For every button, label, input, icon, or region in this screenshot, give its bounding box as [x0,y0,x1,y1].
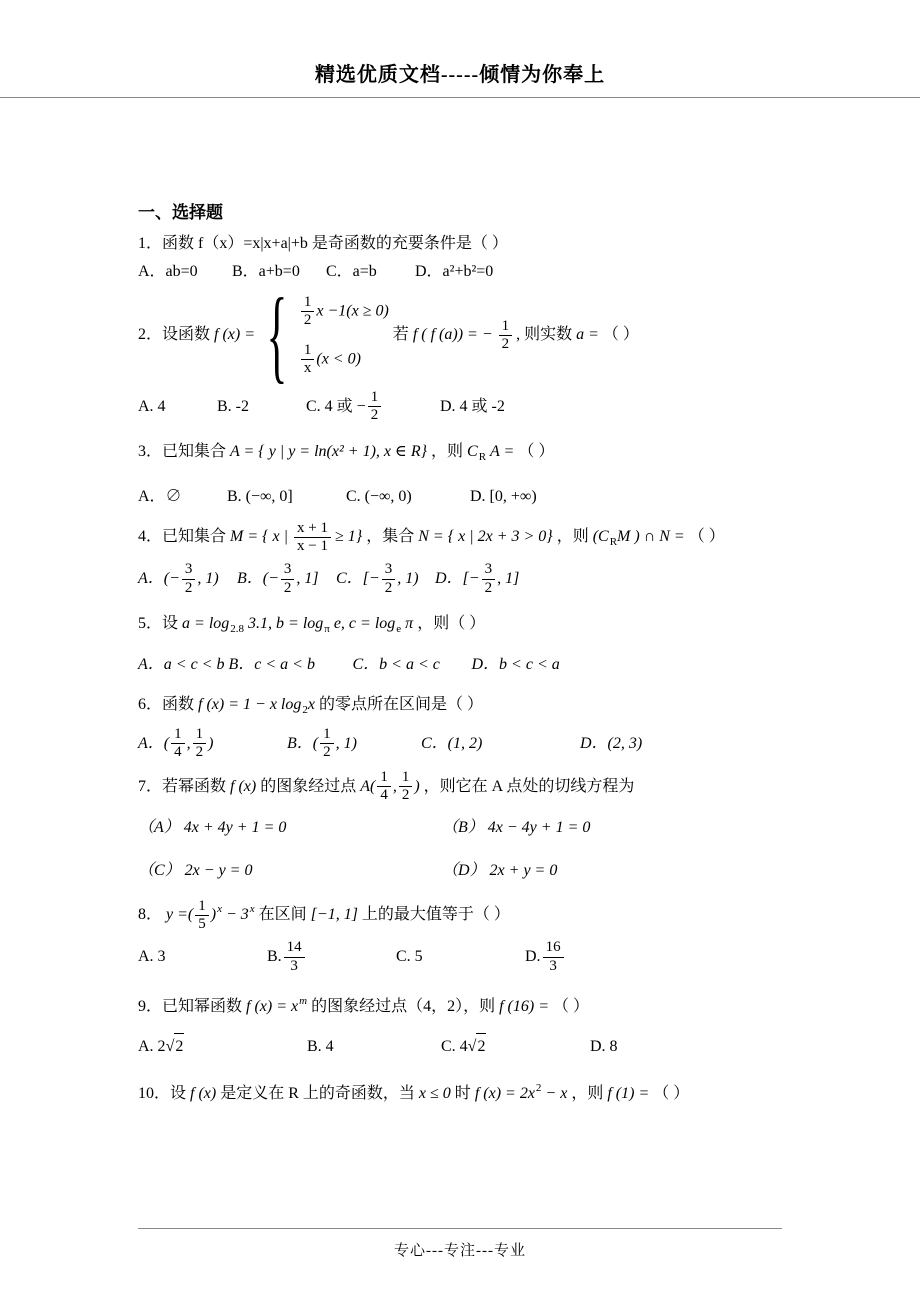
fraction-numerator: 1 [368,389,382,407]
math-run: f (x) [230,777,257,795]
question-4-stem [138,520,782,556]
subscript: 2.8 [230,622,245,635]
math-run: f ( f (a)) = − [412,326,493,344]
question-3 [138,439,782,510]
fraction-denominator: 2 [303,312,312,329]
math-run: − 3 [225,906,249,924]
option-b: B．c < a < b [228,656,315,674]
question-text: 6．函数 [138,696,195,714]
fraction-denominator: 2 [384,579,393,596]
fraction [195,898,209,934]
math-run: x −1(x ≥ 0) [316,302,389,320]
math-run: y =( [166,906,194,924]
option-text: , 1) [335,734,357,752]
option-text: , 1) [197,570,219,588]
subscript: e [396,622,402,635]
question-8-stem [138,898,782,934]
fraction [301,294,315,330]
fraction [382,561,396,597]
option-c: C．(1, 2) [421,734,483,752]
math-run: f (x) = x [246,997,299,1015]
sqrt-argument: 2 [174,1033,184,1060]
option-text: B. [267,948,282,966]
question-text: 若 [392,326,409,344]
sqrt-icon: √ [467,1037,477,1055]
header [0,0,920,98]
piecewise-case-2 [299,342,389,378]
fraction [171,726,185,762]
superscript: m [299,994,308,1007]
option-c [336,561,431,597]
question-text: ，则它在 A 点处的切线方程为 [423,777,635,795]
option-text: D．[− [435,570,480,588]
fraction-denominator: 2 [401,787,410,804]
fraction [368,389,382,425]
answer-blank: ，则（ ） [417,614,486,632]
question-10 [138,1080,782,1107]
fraction [320,726,334,762]
question-text: 2．设函数 [138,326,211,344]
question-3-stem [138,439,782,467]
option-c: C．a=b [326,262,377,280]
math-run: − x [545,1085,568,1103]
exam-body [0,198,920,1107]
fraction [482,561,496,597]
question-text: 时 [454,1085,471,1103]
fraction-numerator: 1 [171,726,185,744]
option-b [237,561,332,597]
math-run: N = { x | 2x + 3 > 0} [418,528,553,546]
subscript: R [478,450,487,463]
option-d: D. [0, +∞) [470,488,537,506]
question-text: 10．设 [138,1085,187,1103]
option-a: A．ab=0 [138,262,198,280]
fraction-numerator: 3 [482,561,496,579]
option-a [138,1033,303,1060]
fraction-numerator: 1 [195,898,209,916]
question-text: 的零点所在区间是（ ） [318,696,483,714]
fraction-numerator: 1 [320,726,334,744]
math-run: x ≤ 0 [418,1085,451,1103]
answer-blank: （ ） [553,997,590,1015]
fraction [193,726,207,762]
question-7 [138,769,782,884]
question-5 [138,611,782,678]
sqrt-icon: √ [165,1037,175,1055]
option-d: D．(2, 3) [580,734,643,752]
option-a [138,726,283,762]
question-9-options [138,1033,782,1060]
fraction-numerator: x + 1 [294,520,331,538]
fraction [182,561,196,597]
math-run [474,1082,568,1103]
math-run [246,994,308,1015]
sqrt-argument: 2 [476,1033,486,1060]
question-text: 在区间 [258,906,307,924]
math-run: a = [576,326,599,344]
fraction-denominator: 3 [290,957,298,974]
answer-blank: （ ） [518,442,555,460]
question-6-options [138,726,782,762]
question-5-stem [138,611,782,639]
footer [138,1228,782,1260]
option-d [525,939,566,975]
fraction-numerator: 16 [543,939,564,957]
option-text: C. 4 或 − [306,398,366,416]
option-d: D. 8 [590,1037,618,1055]
math-run [166,897,255,933]
fraction-denominator: 4 [174,743,182,760]
option-a: A．∅ [138,488,182,506]
fraction [284,939,305,975]
fraction [281,561,295,597]
question-9 [138,993,782,1060]
answer-blank: （ ） [653,1085,690,1103]
option-text: , 1] [497,570,520,588]
math-run: π [405,614,414,632]
option-d: D．b < c < a [471,656,560,674]
math-run [182,614,414,635]
question-text: ，则 [556,528,589,546]
fraction [499,318,513,354]
fraction [399,769,413,805]
math-run [198,696,315,717]
answer-blank: （ ） [602,326,639,344]
superscript: x [249,903,255,916]
fraction-numerator: 3 [382,561,396,579]
math-run: f (1) = [607,1085,650,1103]
fraction-numerator: 1 [301,294,315,312]
question-7-stem [138,769,782,805]
question-3-options [138,484,782,510]
question-text: 是定义在 R 上的奇函数，当 [220,1085,415,1103]
math-run: (x < 0) [316,350,361,368]
option-d: D. 4 或 -2 [440,398,505,416]
question-4 [138,520,782,597]
fraction-numerator: 3 [182,561,196,579]
option-text: D. [525,948,541,966]
math-run [360,769,420,804]
question-text: 8． [138,906,163,924]
fraction-denominator: 2 [184,579,193,596]
math-run: f (x) = 1 − x log [198,696,302,714]
math-run: M ) ∩ N = [617,528,685,546]
question-text: 1．函数 f（x）=x|x+a|+b 是奇函数的充要条件是（ ） [138,235,508,252]
header-rule [0,97,920,98]
fraction-numerator: 1 [499,318,513,336]
fraction-denominator: 2 [501,336,510,353]
option-text: C. 4 [441,1037,468,1055]
option-a: A. 3 [138,948,166,966]
question-text: 9．已知幂函数 [138,997,243,1015]
question-4-options [138,561,782,597]
option-d [435,561,519,597]
math-run: ) [210,906,217,924]
option-c [441,1033,586,1060]
fraction-numerator: 1 [399,769,413,787]
question-1-stem [138,231,782,257]
footer-text: 专心---专注---专业 [394,1243,526,1259]
math-run: f (x) = [214,326,256,344]
answer-blank: （ ） [688,528,725,546]
option-c: C. (−∞, 0) [346,488,412,506]
piecewise-function [263,276,389,394]
question-2-stem [138,276,782,394]
fraction-numerator: 1 [301,342,315,360]
option-text: , [186,734,191,752]
option-c: C. 5 [396,948,423,966]
option-c: C．b < a < c [352,656,440,674]
fraction [377,769,391,805]
left-brace: { [266,276,288,394]
math-run: M = { x | [230,528,289,546]
superscript: 2 [535,1082,542,1095]
option-b: （B） 4x − 4y + 1 = 0 [442,818,591,836]
superscript: x [217,903,222,916]
math-run: f (x) [190,1085,217,1103]
math-run: x [307,696,315,714]
math-run: e, c = log [333,614,396,632]
math-run: (C [592,528,609,546]
question-text: , 则实数 [516,326,573,344]
question-2-options [138,389,782,425]
math-run: A( [360,777,376,795]
option-text: , 1] [296,570,319,588]
option-text: B．(− [237,570,279,588]
fraction-denominator: x [303,359,312,376]
option-a: A. 4 [138,398,166,416]
fraction-denominator: 3 [549,957,557,974]
subscript: π [324,622,330,635]
subscript: 2 [302,704,308,717]
option-text: ) [208,734,214,752]
question-2 [138,276,782,425]
question-10-stem [138,1080,782,1107]
fraction-denominator: 2 [195,743,204,760]
fraction [543,939,564,975]
option-text: , 1) [397,570,419,588]
option-a: （A） 4x + 4y + 1 = 0 [138,818,287,836]
piecewise-case-1 [299,294,389,330]
math-run: A = [490,442,515,460]
option-text: A．( [138,734,170,752]
question-5-options [138,652,782,678]
option-c [306,389,436,425]
option-d: D．a²+b²=0 [415,262,494,280]
option-d: （D） 2x + y = 0 [442,862,558,880]
math-run: A = { y | y = ln(x² + 1), x ∈ R} [230,442,428,460]
fraction-denominator: 2 [370,407,379,424]
fraction-denominator: 5 [198,916,206,933]
option-b: B．a+b=0 [232,262,300,280]
option-text: A. 2 [138,1037,166,1055]
subscript: R [609,536,618,549]
question-8 [138,898,782,975]
option-text: B．( [287,734,319,752]
fraction-denominator: 2 [484,579,493,596]
math-run: f (16) = [499,997,549,1015]
option-c: （C） 2x − y = 0 [138,862,253,880]
math-run: C [467,442,478,460]
math-run: [−1, 1] [310,906,358,924]
fraction-denominator: 2 [323,743,331,760]
fraction-numerator: 14 [284,939,305,957]
fraction-numerator: 1 [377,769,391,787]
math-run: ≥ 1} [335,528,363,546]
question-9-stem [138,993,782,1020]
question-7-options-row-2 [138,858,782,884]
question-text: 上的最大值等于（ ） [361,906,510,924]
question-6 [138,692,782,761]
section-title: 一、选择题 [138,203,223,222]
fraction-denominator: x − 1 [297,538,329,555]
question-text: 3．已知集合 [138,442,227,460]
fraction-denominator: 2 [283,579,292,596]
question-text: ，则 [431,442,464,460]
math-run: ) [414,777,420,795]
math-run [467,442,487,463]
option-text: C．[− [336,570,380,588]
question-text: ，集合 [366,528,415,546]
question-text: 的图象经过点（4，2），则 [311,997,496,1015]
option-b: B. -2 [217,398,249,416]
fraction-denominator: 4 [380,787,388,804]
option-text: A．(− [138,570,180,588]
fraction [294,520,331,556]
math-run: 3.1, b = log [248,614,324,632]
math-run: a = log [182,614,230,632]
option-b [267,939,392,975]
math-run: f (x) = 2x [474,1085,535,1103]
question-text: ，则 [571,1085,604,1103]
question-8-options [138,939,782,975]
option-b: B. (−∞, 0] [227,488,293,506]
question-text: 7．若幂函数 [138,777,227,795]
fraction-numerator: 1 [193,726,207,744]
question-7-options-row-1 [138,815,782,841]
fraction [301,342,315,378]
math-run: , [392,777,397,795]
option-b [287,726,417,762]
option-a: A．a < c < b [138,656,225,674]
option-a [138,561,233,597]
header-title: 精选优质文档-----倾情为你奉上 [314,64,606,86]
option-b: B. 4 [307,1037,334,1055]
question-text: 的图象经过点 [260,777,357,795]
question-text: 4．已知集合 [138,528,227,546]
question-text: 5．设 [138,614,179,632]
question-6-stem [138,692,782,720]
question-1 [138,231,782,284]
fraction-numerator: 3 [281,561,295,579]
math-run [592,528,685,549]
question-1-options [138,259,782,285]
